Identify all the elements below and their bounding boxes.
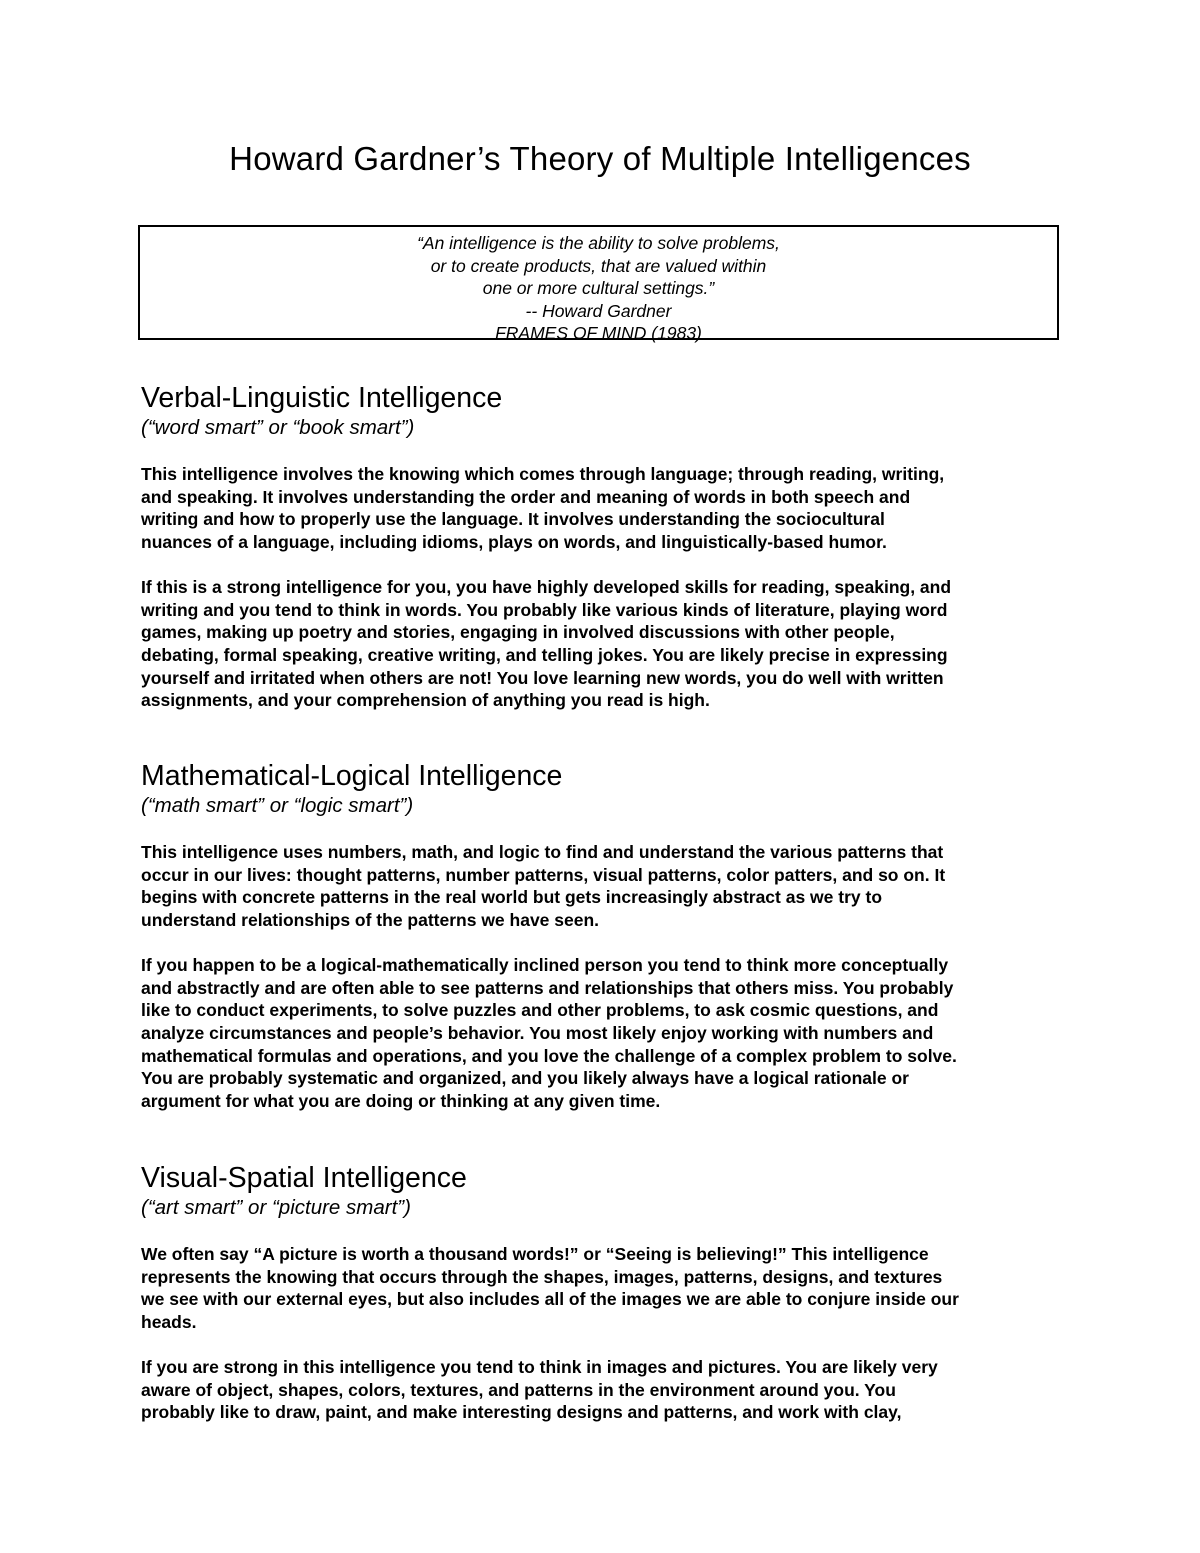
quote-line: “An intelligence is the ability to solve problems, xyxy=(417,233,780,253)
paragraph-line: represents the knowing that occurs through the shapes, images, patterns, designs, and textures xyxy=(141,1266,943,1287)
paragraph-line: This intelligence uses numbers, math, and logic to find and understand the various patterns that xyxy=(141,842,944,862)
paragraph-line: If you are strong in this intelligence you tend to think in images and pictures. You are likely very xyxy=(141,1356,938,1377)
paragraph-line: understand relationships of the patterns we have seen. xyxy=(141,910,600,931)
paragraph-line: debating, formal speaking, creative writing, and telling jokes. You are likely precise in expressing xyxy=(141,644,948,665)
paragraph-line: argument for what you are doing or thinking at any given time. xyxy=(141,1091,661,1112)
section-visual-spatial xyxy=(141,1161,1066,1424)
paragraph-line: aware of object, shapes, colors, textures, and patterns in the environment around you. You xyxy=(141,1379,896,1400)
document-title: Howard Gardner’s Theory of Multiple Intelligences xyxy=(229,140,971,177)
section-paragraph xyxy=(141,463,1066,554)
section-verbal-linguistic xyxy=(141,381,1066,712)
paragraph-line: begins with concrete patterns in the real world but gets increasingly abstract as we try to xyxy=(141,887,883,908)
paragraph-line: we see with our external eyes, but also includes all of the images we are able to conjure inside our xyxy=(141,1289,959,1310)
paragraph-line: and abstractly and are often able to see patterns and relationships that others miss. You probably xyxy=(141,977,954,998)
paragraph-line: and speaking. It involves understanding the order and meaning of words in both speech and xyxy=(141,486,911,507)
paragraph-line: yourself and irritated when others are not! You love learning new words, you do well with written xyxy=(141,667,944,688)
quote-source: FRAMES OF MIND (1983) xyxy=(495,323,702,343)
paragraph-line: analyze circumstances and people’s behavior. You most likely enjoy working with numbers and xyxy=(141,1022,934,1043)
section-heading: Verbal-Linguistic Intelligence xyxy=(141,382,503,414)
paragraph-line: games, making up poetry and stories, engaging in involved discussions with other people, xyxy=(141,622,895,643)
paragraph-line: writing and you tend to think in words. You probably like various kinds of literature, playing word xyxy=(141,599,948,620)
paragraph-line: mathematical formulas and operations, and you love the challenge of a complex problem to solve. xyxy=(141,1045,957,1066)
paragraph-line: probably like to draw, paint, and make interesting designs and patterns, and work with clay, xyxy=(141,1402,902,1423)
paragraph-line: like to conduct experiments, to solve puzzles and other problems, to ask cosmic questions, and xyxy=(141,1000,939,1021)
quote-line: one or more cultural settings.” xyxy=(482,278,715,298)
section-mathematical-logical xyxy=(141,759,1066,1113)
section-paragraph xyxy=(141,954,1066,1113)
paragraph-line: You are probably systematic and organized, and you likely always have a logical rationale or xyxy=(141,1068,909,1089)
section-subheading: (“word smart” or “book smart”) xyxy=(141,416,415,439)
section-heading: Mathematical-Logical Intelligence xyxy=(141,760,563,792)
paragraph-line: nuances of a language, including idioms, plays on words, and linguistically-based humor. xyxy=(141,532,887,553)
section-paragraph xyxy=(141,1356,1066,1424)
paragraph-line: heads. xyxy=(141,1312,197,1333)
section-paragraph xyxy=(141,1243,1066,1334)
quote-attribution: -- Howard Gardner xyxy=(525,300,672,321)
paragraph-line: writing and how to properly use the language. It involves understanding the sociocultural xyxy=(141,509,885,530)
quote-box xyxy=(138,225,1059,343)
paragraph-line: If you happen to be a logical-mathematically inclined person you tend to think more conceptually xyxy=(141,954,949,975)
paragraph-line: occur in our lives: thought patterns, number patterns, visual patterns, color patters, and so on. It xyxy=(141,864,946,885)
section-paragraph xyxy=(141,576,1066,712)
paragraph-line: This intelligence involves the knowing which comes through language; through reading, writing, xyxy=(141,464,945,484)
section-subheading: (“art smart” or “picture smart”) xyxy=(141,1196,411,1219)
section-paragraph xyxy=(141,841,1066,932)
paragraph-line: If this is a strong intelligence for you, you have highly developed skills for reading, speaking, and xyxy=(141,576,952,597)
section-subheading: (“math smart” or “logic smart”) xyxy=(141,794,414,817)
paragraph-line: assignments, and your comprehension of anything you read is high. xyxy=(141,690,710,711)
quote-line: or to create products, that are valued within xyxy=(430,255,767,276)
paragraph-line: We often say “A picture is worth a thousand words!” or “Seeing is believing!” This intelligence xyxy=(141,1244,929,1264)
section-heading: Visual-Spatial Intelligence xyxy=(141,1162,467,1194)
